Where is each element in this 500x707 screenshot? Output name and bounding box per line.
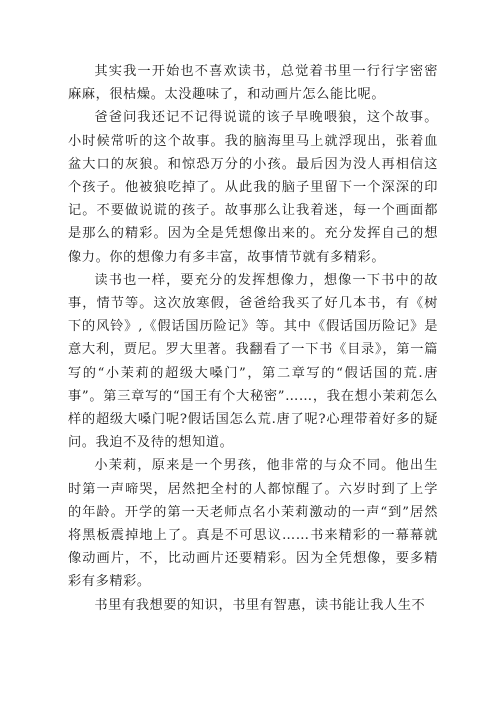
paragraph-5: 书里有我想要的知识，书里有智惠，读书能让我人生不	[94, 597, 426, 613]
document-body	[68, 60, 438, 617]
paragraph-2: 爸爸问我还记不记得说谎的该子早晚喂狼，这个故事。小时候常听的这个故事。我的脑海里马上就浮现出，张着血盆大口的灰狼。和惊恐万分的小孩。最后因为没人再相信这个孩子。他被狼吃掉了。从此我的脑子里留下一个深深的印记。不要做说谎的孩子。故事那么让我着迷，每一个画面都是那么的精彩。因为全是凭想像出来的。充分发挥自己的想像力。你的想像力有多丰富，故事情节就有多精彩。	[68, 110, 438, 265]
paragraph-1: 其实我一开始也不喜欢读书，总觉着书里一行行字密密麻麻，很枯燥。太没趣味了，和动画片怎么能比呢。	[68, 64, 438, 103]
paragraph-3: 读书也一样，要充分的发挥想像力，想像一下书中的故事，情节等。这次放寒假，爸爸给我买了好几本书，有《树下的风铃》,《假话国历险记》等。其中《假话国历险记》是意大利，贾尼。罗大里著。我翻看了一下书《目录》，第一篇写的“小茉莉的超级大嗓门”，第二章写的“假话国的荒.唐事”。第三章写的“国王有个大秘密”……，我在想小茉莉怎么样的超级大嗓门呢?假话国怎么荒.唐了呢?心理带着好多的疑问。我迫不及待的想知道。	[68, 272, 438, 451]
paragraph-4: 小茉莉，原来是一个男孩，他非常的与众不同。他出生时第一声啼哭，居然把全村的人都惊醒了。六岁时到了上学的年龄。开学的第一天老师点名小茉莉激动的一声“到”居然将黑板震掉地上了。真是不可思议……书来精彩的一幕幕就像动画片，不，比动画片还要精彩。因为全凭想像，要多精彩有多精彩。	[68, 458, 438, 590]
